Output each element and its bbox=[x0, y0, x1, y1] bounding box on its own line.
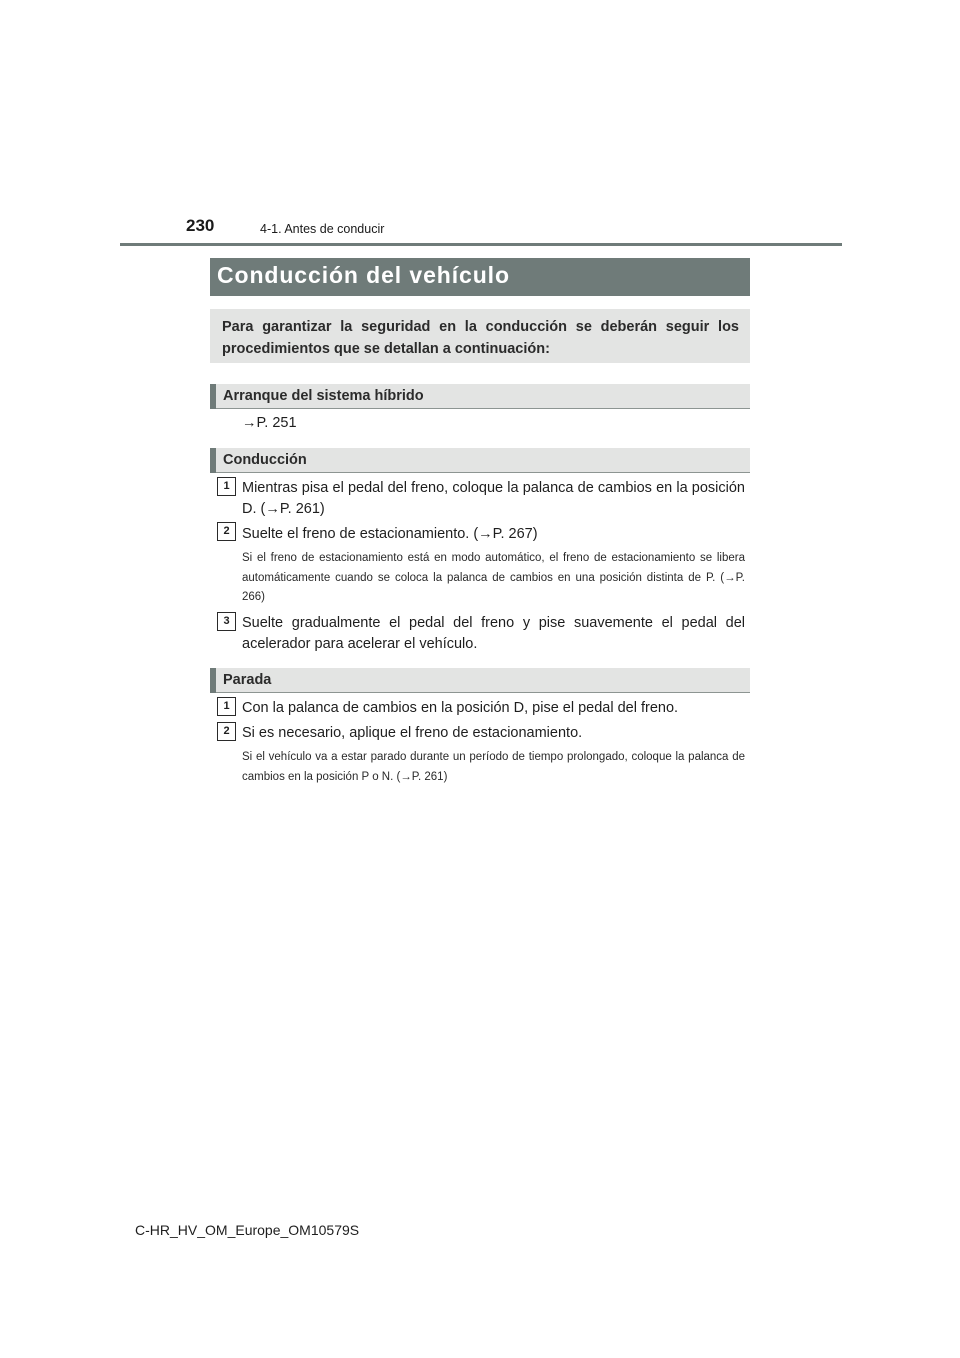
step-number-badge bbox=[217, 477, 236, 496]
step-number-badge bbox=[217, 522, 236, 541]
page-title: Conducción del vehículo bbox=[217, 262, 510, 288]
note-text: Si el freno de estacionamiento está en modo automático, el freno de estacionamiento se libera automáticamente cuando se coloca la palanca de cambios en una posición distinta de P. (→P. 266) bbox=[242, 552, 745, 603]
intro-text: Para garantizar la seguridad en la conducción se deberán seguir los procedimientos que se detallan a continuación: bbox=[222, 319, 739, 357]
step-number-badge bbox=[217, 722, 236, 741]
reference-link[interactable]: →P. 251 bbox=[242, 415, 297, 431]
title-bar bbox=[210, 258, 750, 296]
step-number: 1 bbox=[223, 700, 230, 712]
step-number: 2 bbox=[223, 525, 230, 537]
intro-box bbox=[210, 309, 750, 363]
step-number: 3 bbox=[223, 615, 230, 627]
page-number: 230 bbox=[186, 216, 215, 235]
footer-doc-code: C-HR_HV_OM_Europe_OM10579S bbox=[135, 1222, 360, 1238]
subheading-arranque bbox=[210, 384, 750, 409]
step-number: 2 bbox=[223, 725, 230, 737]
header-rule bbox=[120, 243, 842, 246]
step-text: Suelte gradualmente el pedal del freno y pise suavemente el pedal del acelerador para acelerar el vehículo. bbox=[242, 615, 745, 652]
section-label: 4-1. Antes de conducir bbox=[260, 222, 385, 236]
step-text: Con la palanca de cambios en la posición D, pise el pedal del freno. bbox=[242, 700, 679, 716]
note-text: Si el vehículo va a estar parado durante un período de tiempo prolongado, coloque la palanca de cambios en la posición P o N. (→P. 261) bbox=[242, 751, 745, 783]
step-number-badge bbox=[217, 697, 236, 716]
subheading-conduccion-label: Conducción bbox=[223, 452, 307, 468]
subheading-parada bbox=[210, 668, 750, 693]
subheading-parada-label: Parada bbox=[223, 672, 272, 688]
step-number: 1 bbox=[223, 480, 230, 492]
step-number-badge bbox=[217, 612, 236, 631]
subheading-arranque-label: Arranque del sistema híbrido bbox=[223, 388, 424, 404]
subheading-conduccion bbox=[210, 448, 750, 473]
step-text: Si es necesario, aplique el freno de estacionamiento. bbox=[242, 725, 583, 741]
step-text: Suelte el freno de estacionamiento. (→P. 267) bbox=[242, 526, 538, 542]
step-text: Mientras pisa el pedal del freno, coloque la palanca de cambios en la posición D. (→P. 261) bbox=[242, 480, 745, 517]
